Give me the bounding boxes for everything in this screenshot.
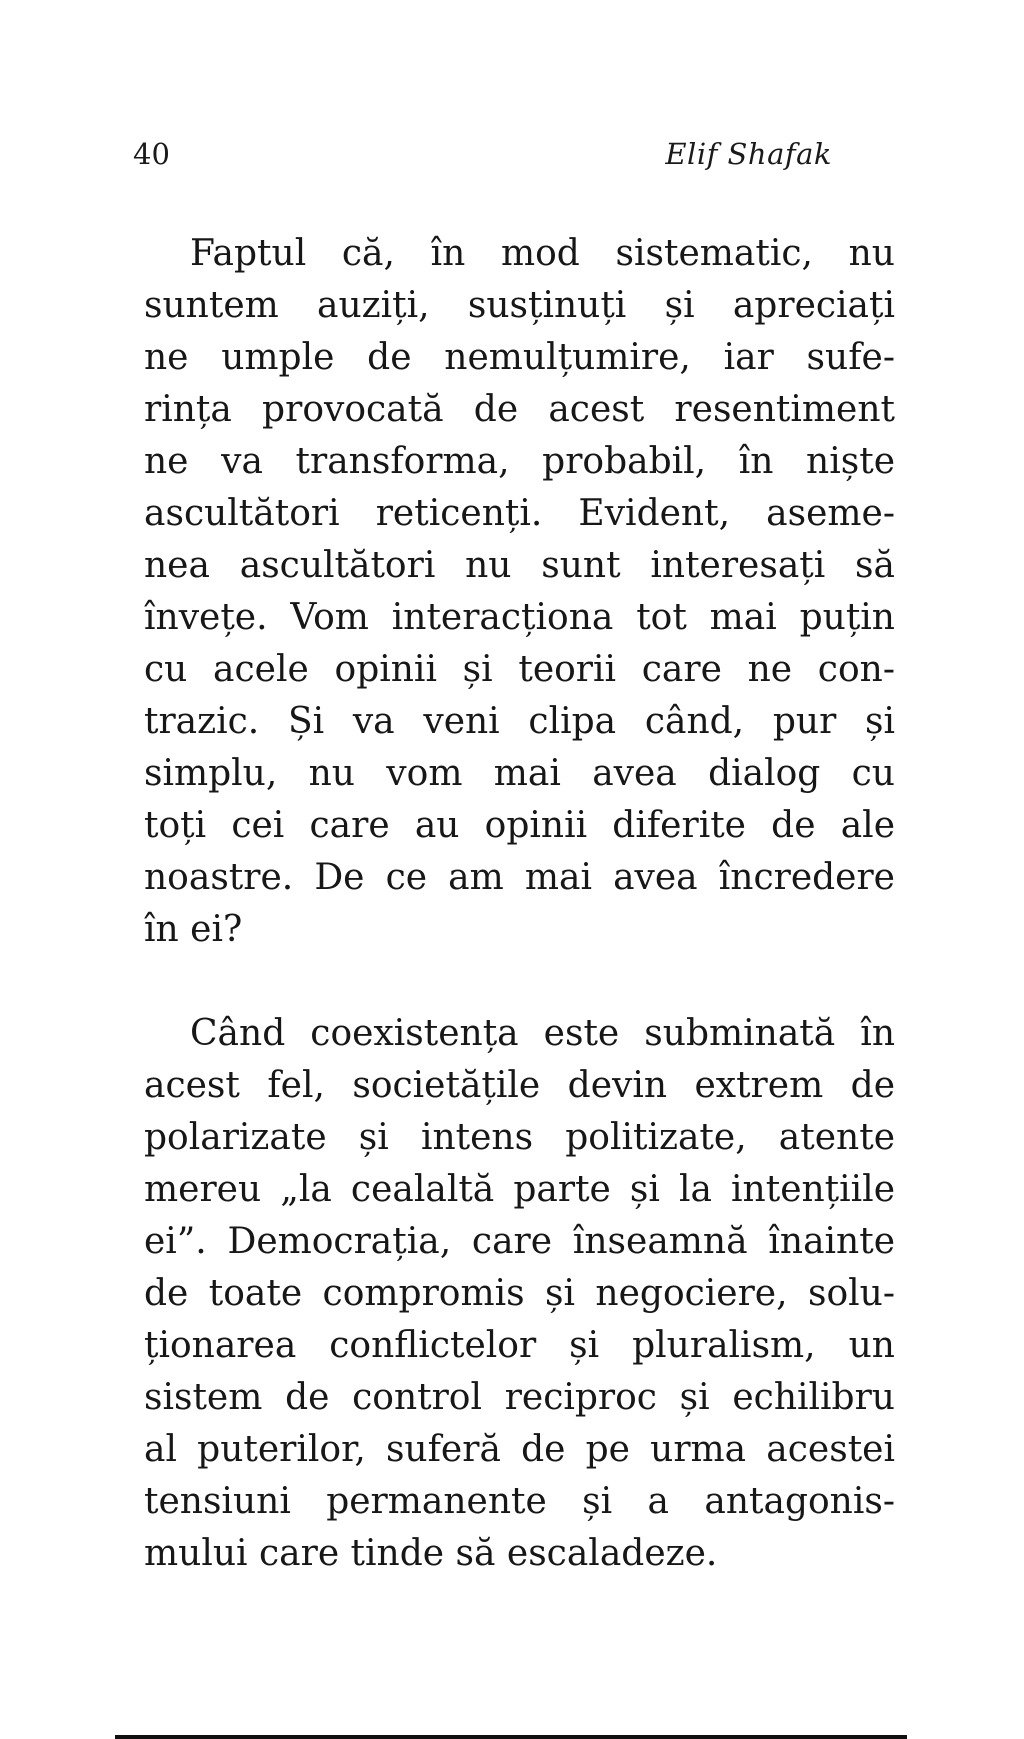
scan-edge-artifact (115, 1735, 907, 1739)
text-line: polarizate și intens politizate, atente (144, 1117, 895, 1158)
page-header (133, 136, 895, 172)
text-line: al puterilor, suferă de pe urma acestei (144, 1429, 895, 1470)
text-line: în ei? (144, 909, 243, 950)
text-line: noastre. De ce am mai avea încredere (144, 857, 895, 898)
text-line: mului care tinde să escaladeze. (144, 1533, 718, 1574)
text-line: învețe. Vom interacționa tot mai puțin (144, 597, 895, 638)
text-line: suntem auziți, susținuți și apreciați (144, 285, 895, 326)
text-line: cu acele opinii și teorii care ne con- (144, 649, 895, 690)
page-number: 40 (133, 137, 170, 171)
text-line: simplu, nu vom mai avea dialog cu (144, 753, 895, 794)
text-line: ascultători reticenți. Evident, aseme- (144, 493, 895, 534)
paragraph-2 (144, 1008, 895, 1580)
text-line: sistem de control reciproc și echilibru (144, 1377, 895, 1418)
text-line: de toate compromis și negociere, solu- (144, 1273, 895, 1314)
text-line: ționarea conflictelor și pluralism, un (144, 1325, 895, 1366)
text-line: nea ascultători nu sunt interesați să (144, 545, 895, 586)
page-text (144, 228, 895, 1580)
text-line: ei”. Democrația, care înseamnă înainte (144, 1221, 895, 1262)
text-line: Faptul că, în mod sistematic, nu (190, 233, 895, 274)
text-line: mereu „la cealaltă parte și la intențiile (144, 1169, 895, 1210)
text-line: toți cei care au opinii diferite de ale (144, 805, 895, 846)
text-line: trazic. Și va veni clipa când, pur și (144, 701, 895, 742)
text-line: ne va transforma, probabil, în niște (144, 441, 895, 482)
text-line: rința provocată de acest resentiment (144, 389, 895, 430)
running-header-author: Elif Shafak (665, 137, 832, 171)
text-line: tensiuni permanente și a antagonis- (144, 1481, 895, 1522)
paragraph-1 (144, 228, 895, 956)
text-line: Când coexistența este subminată în (190, 1013, 895, 1054)
text-line: acest fel, societățile devin extrem de (144, 1065, 895, 1106)
text-line: ne umple de nemulțumire, iar sufe- (144, 337, 895, 378)
